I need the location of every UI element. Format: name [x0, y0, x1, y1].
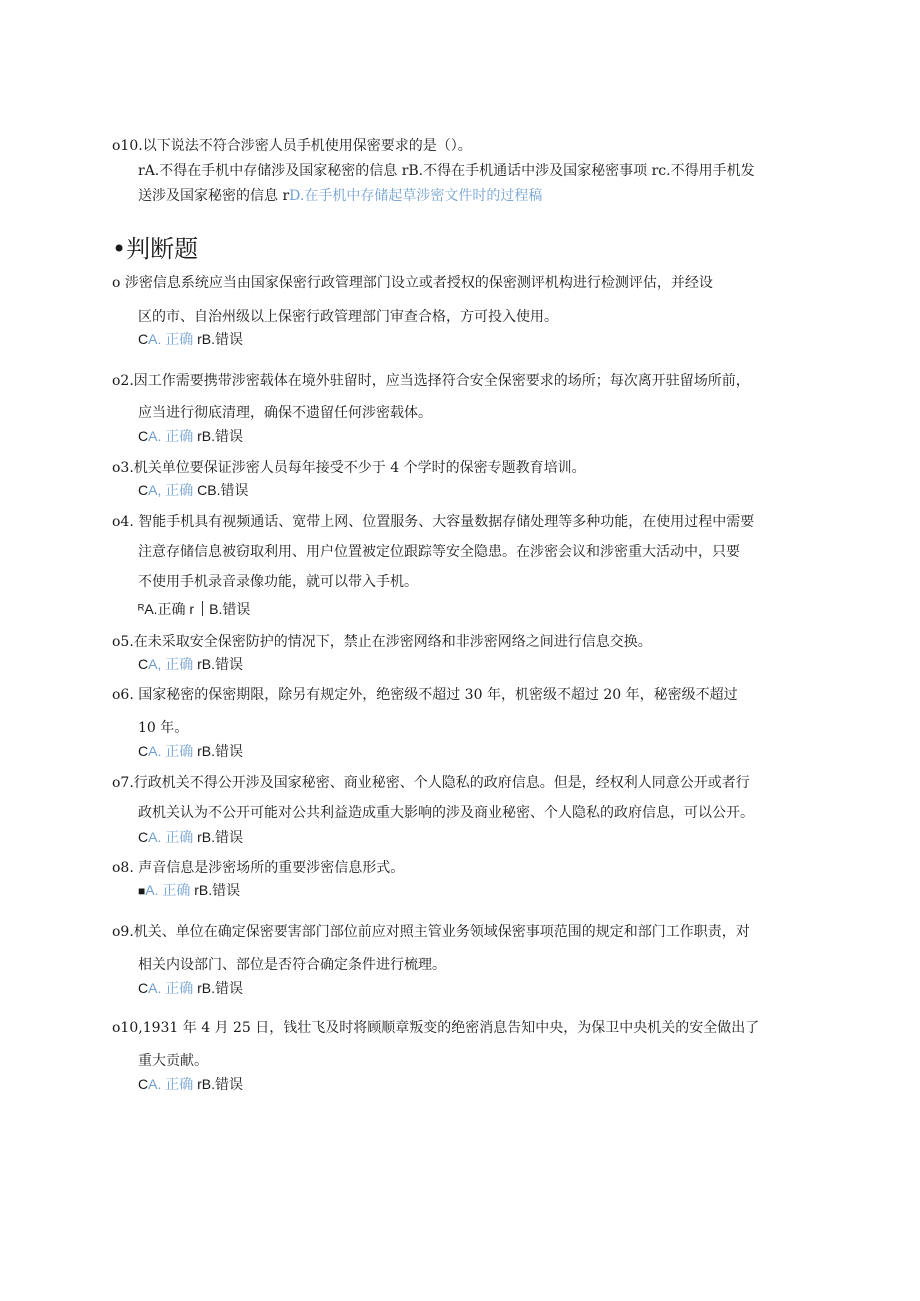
tf-question-3-text: o3.机关单位要保证涉密人员每年接受不少于 4 个学时的保密专题教育培训。	[112, 460, 586, 476]
question-10-stem: o10.以下说法不符合涉密人员手机使用保密要求的是（）。	[112, 138, 472, 154]
radio-marker[interactable]: C	[138, 829, 149, 845]
option-true[interactable]: A, 正确	[148, 656, 194, 672]
section-heading: •判断题	[112, 235, 199, 263]
tf-question-7-text: o7.行政机关不得公开涉及国家秘密、商业秘密、个人隐私的政府信息。但是，经权利人同意公开或者行	[112, 775, 750, 791]
tf-question-2-text: 应当进行彻底清理，确保不遗留任何涉密载体。	[138, 405, 432, 421]
option-false[interactable]: rB.错误	[193, 743, 244, 759]
question-10-options-line: rA.不得在手机中存储涉及国家秘密的信息 rB.不得在手机通话中涉及国家秘密事项 rc.不得用手机发	[138, 163, 755, 179]
option-false[interactable]: rB.错误	[193, 980, 244, 996]
radio-marker[interactable]: C	[138, 743, 149, 759]
tf-question-6-options[interactable]	[138, 741, 243, 761]
tf-question-5-options[interactable]	[138, 654, 243, 674]
tf-question-10-text: 重大贡献。	[138, 1053, 208, 1069]
radio-marker[interactable]: C	[138, 482, 149, 498]
option-true[interactable]: A. 正确	[148, 428, 194, 444]
tf-question-4-text: 注意存储信息被窃取利用、用户位置被定位跟踪等安全隐患。在涉密会议和涉密重大活动中，只要	[138, 544, 740, 560]
option-true[interactable]: A. 正确	[148, 1076, 194, 1092]
radio-marker[interactable]: C	[138, 331, 149, 347]
option-false[interactable]: rB.错误	[193, 1076, 244, 1092]
tf-question-9-text: 相关内设部门、部位是否符合确定条件进行梳理。	[138, 957, 446, 973]
tf-question-7-options[interactable]	[138, 827, 243, 847]
tf-question-9-options[interactable]	[138, 978, 243, 998]
option-true[interactable]: A. 正确	[145, 882, 191, 898]
tf-question-1-options[interactable]	[138, 329, 243, 349]
tf-question-1-text: 区的市、自治州级以上保密行政管理部门审查合格，方可投入使用。	[138, 309, 558, 325]
option-false[interactable]: B.错误	[209, 601, 251, 617]
tf-question-2-options[interactable]	[138, 426, 243, 446]
option-false[interactable]: CB.错误	[193, 482, 249, 498]
tf-question-10-options[interactable]	[138, 1074, 243, 1094]
option-true[interactable]: A. 正确	[148, 331, 194, 347]
option-true[interactable]: A. 正确	[148, 829, 194, 845]
tf-question-6-text: o6. 国家秘密的保密期限，除另有规定外，绝密级不超过 30 年，机密级不超过 20 年，秘密级不超过	[112, 687, 738, 703]
radio-marker[interactable]: C	[138, 656, 149, 672]
tf-question-10-text: o10,1931 年 4 月 25 日，钱壮飞及时将顾顺章叛变的绝密消息告知中央，为保卫中央机关的安全做出了	[112, 1020, 760, 1036]
tf-question-2-text: o2.因工作需要携带涉密载体在境外驻留时，应当选择符合安全保密要求的场所；每次离开驻留场所前，	[112, 373, 750, 389]
option-c-tail: 送涉及国家秘密的信息 r	[138, 188, 290, 204]
tf-question-8-text: o8. 声音信息是涉密场所的重要涉密信息形式。	[112, 860, 405, 876]
tf-question-7-text: 政机关认为不公开可能对公共利益造成重大影响的涉及商业秘密、个人隐私的政府信息，可以公开。	[138, 805, 754, 821]
tf-question-8-options[interactable]	[138, 880, 240, 901]
tf-question-5-text: o5.在未采取安全保密防护的情况下，禁止在涉密网络和非涉密网络之间进行信息交换。	[112, 634, 652, 650]
divider	[202, 601, 203, 616]
tf-question-6-text: 10 年。	[138, 720, 189, 736]
tf-question-1-text: o 涉密信息系统应当由国家保密行政管理部门设立或者授权的保密测评机构进行检测评估，并经设	[112, 275, 713, 291]
radio-marker[interactable]: C	[138, 1076, 149, 1092]
option-true[interactable]: A. 正确	[148, 743, 194, 759]
option-false[interactable]: rB.错误	[193, 331, 244, 347]
option-false[interactable]: rB.错误	[193, 428, 244, 444]
tf-question-4-options[interactable]	[138, 599, 250, 619]
option-true[interactable]: A, 正确	[148, 482, 194, 498]
tf-question-3-options[interactable]	[138, 480, 248, 500]
option-false[interactable]: rB.错误	[193, 656, 244, 672]
question-10-options-line	[138, 186, 542, 206]
radio-marker[interactable]: C	[138, 980, 149, 996]
tf-question-4-text: o4. 智能手机具有视频通话、宽带上网、位置服务、大容量数据存储处理等多种功能，在使用过程中需要	[112, 514, 755, 530]
tf-question-9-text: o9.机关、单位在确定保密要害部门部位前应对照主管业务领域保密事项范围的规定和部门工作职责，对	[112, 924, 750, 940]
option-d[interactable]: D.在手机中存储起草涉密文件时的过程稿	[289, 188, 543, 204]
option-true[interactable]: A. 正确	[148, 980, 194, 996]
radio-marker[interactable]: C	[138, 428, 149, 444]
option-false[interactable]: rB.错误	[193, 829, 244, 845]
radio-marker[interactable]: ■	[138, 884, 146, 898]
tf-question-4-text: 不使用手机录音录像功能，就可以带入手机。	[138, 574, 418, 590]
option-true[interactable]: ᴿA.正确 r	[138, 601, 195, 617]
option-false[interactable]: rB.错误	[190, 882, 241, 898]
